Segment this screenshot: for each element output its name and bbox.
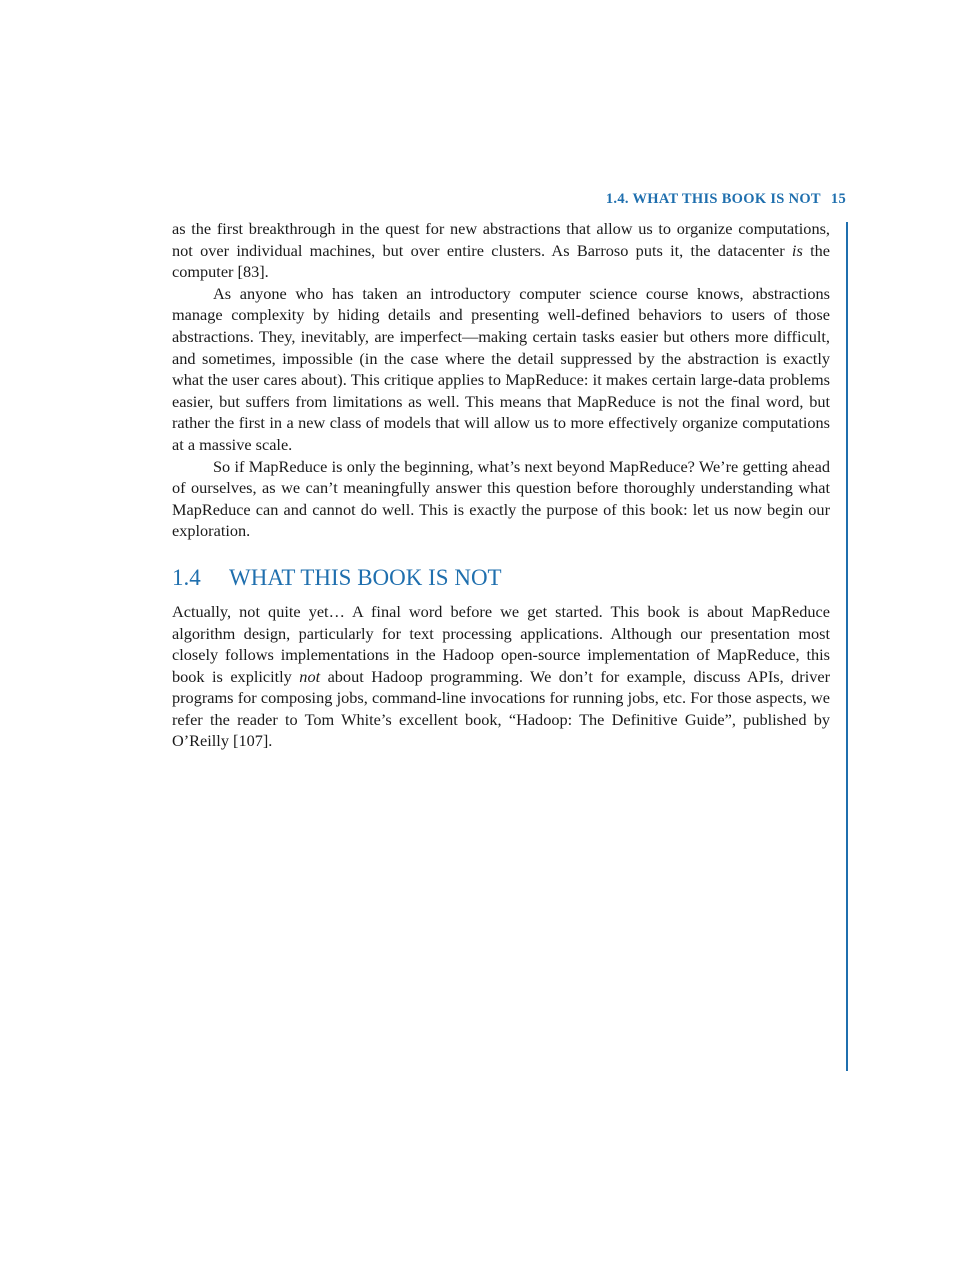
page-number: 15 [830, 191, 846, 207]
section-paragraph-emphasis: not [299, 666, 321, 686]
section-heading [172, 564, 830, 592]
running-head-section: 1.4. WHAT THIS BOOK IS NOT [605, 191, 821, 207]
section-paragraph-text-b: about Hadoop programming. We don’t for example, discuss APIs, driver programs for composing jobs, command-line invocations for running jobs, etc. For those aspects, we refer the reader to Tom White’s excellent book, “Hadoop: The Definitive Guide”, published by O’Reilly [107]. [172, 666, 831, 751]
paragraph-1-text-a: as the first breakthrough in the quest for new abstractions that allow us to organize computations, not over individual machines, but over entire clusters. As Barroso puts it, the datacenter [172, 219, 830, 260]
paragraph-3: So if MapReduce is only the beginning, what’s next beyond MapReduce? We’re getting ahead of ourselves, as we can’t meaningfully answer this question before thoroughly understanding what MapReduce can and cannot do well. This is exactly the purpose of this book: let us now begin our exploration. [172, 456, 830, 541]
section-title: WHAT THIS BOOK IS NOT [229, 564, 502, 590]
paragraph-2: As anyone who has taken an introductory computer science course knows, abstractions manage complexity by hiding details and presenting well-defined behaviors to users of those abstractions. They, inevitably, are imperfect—making certain tasks easier but others more difficult, and sometimes, impossible (in the case where the detail suppressed by the abstraction is exactly what the user cares about). This critique applies to MapReduce: it makes certain large-data problems easier, but suffers from limitations as well. This means that MapReduce is not the final word, but rather the first in a new class of models that will allow us to more effectively organize computations at a massive scale. [172, 283, 830, 454]
paragraph-1 [172, 218, 830, 283]
page-body [172, 218, 830, 752]
running-head [172, 191, 846, 208]
paragraph-1-text-b: the computer [83]. [172, 240, 830, 282]
section-paragraph-text-a: Actually, not quite yet… A final word before we get started. This book is about MapReduce algorithm design, particularly for text processing applications. Although our presentation most closely follows implementations in the Hadoop open-source implementation of MapReduce, this book is explicitly [172, 601, 830, 686]
paragraph-1-emphasis: is [791, 240, 803, 260]
section-paragraph [172, 601, 830, 752]
margin-rule [846, 222, 848, 1071]
section-number: 1.4 [172, 564, 201, 590]
